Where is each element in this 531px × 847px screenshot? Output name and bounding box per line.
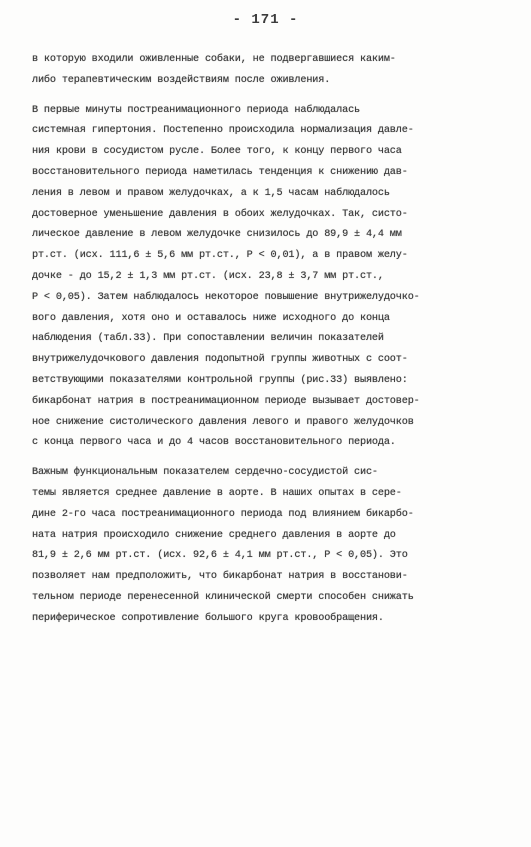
text-line: дине 2-го часа постреанимационного периода под влиянием бикарбо- (32, 508, 414, 520)
text-line: позволяет нам предположить, что бикарбонат натрия в восстанови- (32, 571, 408, 583)
text-line: ления в левом и правом желудочках, а к 1,5 часам наблюдалось (32, 187, 390, 199)
text-line: темы является среднее давление в аорте. В наших опытах в сере- (32, 487, 402, 499)
text-line: восстановительного периода наметилась тенденция к снижению дав- (32, 166, 408, 178)
text-line: в которую входили оживленные собаки, не подвергавшиеся каким- (32, 54, 396, 65)
text-line: либо терапевтическим воздействиям после оживления. (32, 74, 331, 86)
text-line: с конца первого часа и до 4 часов восстановительного периода. (32, 437, 396, 449)
text-line: внутрижелудочкового давления подопытной группы животных с соот- (32, 354, 408, 366)
text-line: вого давления, хотя оно и оставалось ниже исходного до конца (32, 312, 390, 324)
text-line: лическое давление в левом желудочке снизилось до 89,9 ± 4,4 мм (32, 229, 402, 241)
text-line: бикарбонат натрия в постреанимационном периоде вызывает достовер- (32, 395, 420, 407)
text-line: ветствующими показателями контрольной группы (рис.33) выявлено: (32, 374, 408, 386)
text-line: Важным функциональным показателем сердечно-сосудистой сис- (32, 467, 378, 479)
body-text (32, 50, 500, 630)
text-line: системная гипертония. Постепенно происходила нормализация давле- (32, 125, 414, 137)
text-line: достоверное уменьшение давления в обоих желудочках. Так, систо- (32, 208, 408, 220)
text-line: дочке - до 15,2 ± 1,3 мм рт.ст. (исх. 23,8 ± 3,7 мм рт.ст., (32, 270, 384, 282)
text-line: ния крови в сосудистом русле. Более того, к концу первого часа (32, 146, 402, 158)
text-line: периферическое сопротивление большого круга кровообращения. (32, 612, 384, 624)
page-number: - 171 - (232, 12, 299, 28)
text-line: В первые минуты постреанимационного периода наблюдалась (32, 104, 360, 116)
text-line: ное снижение систолического давления левого и правого желудочков (32, 416, 414, 428)
paragraph-2 (32, 101, 500, 455)
paragraph-3 (32, 463, 500, 629)
text-line: P < 0,05). Затем наблюдалось некоторое повышение внутрижелудочко- (32, 291, 420, 303)
text-line: рт.ст. (исх. 111,6 ± 5,6 мм рт.ст., P < 0,01), а в правом желу- (32, 250, 408, 262)
text-line: тельном периоде перенесенной клинической смерти способен снижать (32, 591, 414, 603)
text-line: ната натрия происходило снижение среднего давления в аорте до (32, 529, 396, 541)
paragraph-1 (32, 50, 500, 92)
text-line: наблюдения (табл.33). При сопоставлении величин показателей (32, 333, 384, 345)
text-line: 81,9 ± 2,6 мм рт.ст. (исх. 92,6 ± 4,1 мм рт.ст., P < 0,05). Это (32, 550, 408, 562)
